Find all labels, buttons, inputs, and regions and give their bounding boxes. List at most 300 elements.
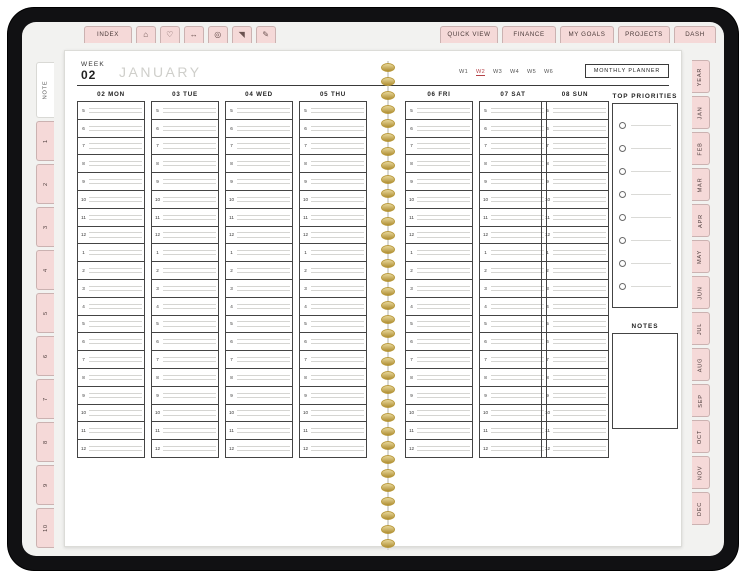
write-lines[interactable] xyxy=(89,229,144,241)
hour-slot[interactable] xyxy=(480,120,546,138)
left-tab-10[interactable] xyxy=(36,508,54,548)
write-lines[interactable] xyxy=(237,211,292,223)
hour-slot[interactable] xyxy=(480,173,546,191)
write-lines[interactable] xyxy=(311,105,366,117)
write-lines[interactable] xyxy=(163,247,218,259)
left-tab-6[interactable] xyxy=(36,336,54,376)
write-lines[interactable] xyxy=(553,211,608,223)
hour-slot[interactable] xyxy=(300,280,366,298)
priority-checkbox[interactable] xyxy=(619,260,626,267)
hour-slot[interactable] xyxy=(406,351,472,369)
write-lines[interactable] xyxy=(491,229,546,241)
hour-slot[interactable] xyxy=(78,440,144,458)
priority-write-line[interactable] xyxy=(631,217,671,218)
left-tab-2[interactable] xyxy=(36,164,54,204)
priority-write-line[interactable] xyxy=(631,194,671,195)
hour-slot[interactable] xyxy=(300,244,366,262)
hour-slot[interactable] xyxy=(300,102,366,120)
hour-slot[interactable] xyxy=(542,298,608,316)
write-lines[interactable] xyxy=(417,354,472,366)
write-lines[interactable] xyxy=(311,318,366,330)
hour-slot[interactable] xyxy=(226,191,292,209)
right-tab-dec[interactable] xyxy=(692,492,710,525)
hour-slot[interactable] xyxy=(480,155,546,173)
write-lines[interactable] xyxy=(311,425,366,437)
write-lines[interactable] xyxy=(491,265,546,277)
hour-slot[interactable] xyxy=(226,351,292,369)
right-tab-aug[interactable] xyxy=(692,348,710,381)
write-lines[interactable] xyxy=(417,176,472,188)
write-lines[interactable] xyxy=(553,300,608,312)
priority-write-line[interactable] xyxy=(631,286,671,287)
write-lines[interactable] xyxy=(89,283,144,295)
hour-slot[interactable] xyxy=(78,262,144,280)
priority-checkbox[interactable] xyxy=(619,237,626,244)
hour-slot[interactable] xyxy=(78,102,144,120)
write-lines[interactable] xyxy=(311,300,366,312)
write-lines[interactable] xyxy=(553,318,608,330)
write-lines[interactable] xyxy=(89,372,144,384)
hour-slot[interactable] xyxy=(542,405,608,423)
write-lines[interactable] xyxy=(89,194,144,206)
hour-slot[interactable] xyxy=(300,209,366,227)
hour-slot[interactable] xyxy=(480,102,546,120)
write-lines[interactable] xyxy=(553,229,608,241)
hour-slot[interactable] xyxy=(406,191,472,209)
hour-slot[interactable] xyxy=(406,387,472,405)
hour-slot[interactable] xyxy=(78,422,144,440)
write-lines[interactable] xyxy=(311,140,366,152)
hour-slot[interactable] xyxy=(152,369,218,387)
hour-slot[interactable] xyxy=(152,262,218,280)
write-lines[interactable] xyxy=(163,176,218,188)
write-lines[interactable] xyxy=(311,176,366,188)
write-lines[interactable] xyxy=(553,443,608,455)
hour-slot[interactable] xyxy=(300,422,366,440)
write-lines[interactable] xyxy=(553,158,608,170)
hour-slot[interactable] xyxy=(542,280,608,298)
hour-slot[interactable] xyxy=(78,405,144,423)
hour-slot[interactable] xyxy=(226,173,292,191)
hour-slot[interactable] xyxy=(300,138,366,156)
hour-slot[interactable] xyxy=(480,316,546,334)
write-lines[interactable] xyxy=(89,407,144,419)
hour-slot[interactable] xyxy=(226,155,292,173)
priority-write-line[interactable] xyxy=(631,148,671,149)
write-lines[interactable] xyxy=(417,265,472,277)
write-lines[interactable] xyxy=(417,140,472,152)
priority-row[interactable] xyxy=(619,137,671,160)
left-tab-1[interactable] xyxy=(36,121,54,161)
tab-finance[interactable]: FINANCE xyxy=(502,26,556,43)
write-lines[interactable] xyxy=(311,283,366,295)
hour-slot[interactable] xyxy=(152,227,218,245)
hour-slot[interactable] xyxy=(480,191,546,209)
hour-slot[interactable] xyxy=(406,227,472,245)
write-lines[interactable] xyxy=(491,407,546,419)
write-lines[interactable] xyxy=(553,336,608,348)
hour-slot[interactable] xyxy=(152,280,218,298)
week-selector-w4[interactable]: W4 xyxy=(510,69,520,75)
write-lines[interactable] xyxy=(89,336,144,348)
write-lines[interactable] xyxy=(553,122,608,134)
right-tab-jan[interactable] xyxy=(692,96,710,129)
priority-row[interactable] xyxy=(619,252,671,275)
hour-slot[interactable] xyxy=(152,405,218,423)
hour-slot[interactable] xyxy=(480,405,546,423)
hour-slot[interactable] xyxy=(226,209,292,227)
right-tab-year[interactable] xyxy=(692,60,710,93)
hour-slot[interactable] xyxy=(152,422,218,440)
hour-slot[interactable] xyxy=(78,227,144,245)
hour-slot[interactable] xyxy=(152,191,218,209)
hour-slot[interactable] xyxy=(542,333,608,351)
hour-slot[interactable] xyxy=(226,138,292,156)
write-lines[interactable] xyxy=(237,140,292,152)
week-selector-w3[interactable]: W3 xyxy=(493,69,503,75)
hour-slot[interactable] xyxy=(300,440,366,458)
write-lines[interactable] xyxy=(237,407,292,419)
write-lines[interactable] xyxy=(311,194,366,206)
left-tab-9[interactable] xyxy=(36,465,54,505)
hour-slot[interactable] xyxy=(226,422,292,440)
write-lines[interactable] xyxy=(311,211,366,223)
hour-slot[interactable] xyxy=(152,351,218,369)
write-lines[interactable] xyxy=(89,247,144,259)
write-lines[interactable] xyxy=(491,140,546,152)
write-lines[interactable] xyxy=(417,425,472,437)
write-lines[interactable] xyxy=(237,265,292,277)
write-lines[interactable] xyxy=(163,140,218,152)
left-tab-8[interactable] xyxy=(36,422,54,462)
write-lines[interactable] xyxy=(89,318,144,330)
write-lines[interactable] xyxy=(89,300,144,312)
hour-slot[interactable] xyxy=(226,440,292,458)
hour-slot[interactable] xyxy=(78,120,144,138)
write-lines[interactable] xyxy=(553,105,608,117)
hour-slot[interactable] xyxy=(78,333,144,351)
home-icon[interactable] xyxy=(136,26,156,43)
hour-slot[interactable] xyxy=(78,191,144,209)
hour-slot[interactable] xyxy=(542,102,608,120)
write-lines[interactable] xyxy=(311,443,366,455)
write-lines[interactable] xyxy=(311,354,366,366)
write-lines[interactable] xyxy=(237,194,292,206)
priority-write-line[interactable] xyxy=(631,171,671,172)
write-lines[interactable] xyxy=(237,283,292,295)
write-lines[interactable] xyxy=(491,425,546,437)
hour-slot[interactable] xyxy=(406,209,472,227)
hour-slot[interactable] xyxy=(542,351,608,369)
write-lines[interactable] xyxy=(311,336,366,348)
write-lines[interactable] xyxy=(553,247,608,259)
write-lines[interactable] xyxy=(163,389,218,401)
hour-slot[interactable] xyxy=(152,244,218,262)
write-lines[interactable] xyxy=(311,229,366,241)
write-lines[interactable] xyxy=(491,318,546,330)
week-selector-w6[interactable]: W6 xyxy=(544,69,554,75)
hour-slot[interactable] xyxy=(300,333,366,351)
priority-checkbox[interactable] xyxy=(619,191,626,198)
priority-checkbox[interactable] xyxy=(619,283,626,290)
write-lines[interactable] xyxy=(553,140,608,152)
right-tab-nov[interactable] xyxy=(692,456,710,489)
priority-row[interactable] xyxy=(619,183,671,206)
hour-slot[interactable] xyxy=(406,120,472,138)
write-lines[interactable] xyxy=(163,354,218,366)
week-selector-w1[interactable]: W1 xyxy=(459,69,469,75)
write-lines[interactable] xyxy=(491,211,546,223)
hour-slot[interactable] xyxy=(78,155,144,173)
hour-slot[interactable] xyxy=(542,262,608,280)
write-lines[interactable] xyxy=(89,140,144,152)
hour-slot[interactable] xyxy=(78,351,144,369)
write-lines[interactable] xyxy=(311,247,366,259)
right-tab-apr[interactable] xyxy=(692,204,710,237)
write-lines[interactable] xyxy=(417,407,472,419)
write-lines[interactable] xyxy=(89,158,144,170)
write-lines[interactable] xyxy=(237,443,292,455)
priority-write-line[interactable] xyxy=(631,240,671,241)
write-lines[interactable] xyxy=(237,247,292,259)
write-lines[interactable] xyxy=(237,318,292,330)
hour-slot[interactable] xyxy=(480,333,546,351)
hour-slot[interactable] xyxy=(406,138,472,156)
hour-slot[interactable] xyxy=(480,369,546,387)
monthly-planner-button[interactable]: MONTHLY PLANNER xyxy=(585,64,669,78)
write-lines[interactable] xyxy=(237,336,292,348)
hour-slot[interactable] xyxy=(480,280,546,298)
priority-checkbox[interactable] xyxy=(619,168,626,175)
priority-row[interactable] xyxy=(619,160,671,183)
write-lines[interactable] xyxy=(89,105,144,117)
write-lines[interactable] xyxy=(163,105,218,117)
hour-slot[interactable] xyxy=(226,316,292,334)
hour-slot[interactable] xyxy=(542,316,608,334)
write-lines[interactable] xyxy=(417,105,472,117)
write-lines[interactable] xyxy=(553,354,608,366)
write-lines[interactable] xyxy=(491,300,546,312)
write-lines[interactable] xyxy=(163,229,218,241)
priority-checkbox[interactable] xyxy=(619,122,626,129)
hour-slot[interactable] xyxy=(480,138,546,156)
write-lines[interactable] xyxy=(311,265,366,277)
write-lines[interactable] xyxy=(553,389,608,401)
write-lines[interactable] xyxy=(163,336,218,348)
hour-slot[interactable] xyxy=(406,102,472,120)
hour-slot[interactable] xyxy=(480,422,546,440)
write-lines[interactable] xyxy=(491,354,546,366)
hour-slot[interactable] xyxy=(406,155,472,173)
hour-slot[interactable] xyxy=(542,369,608,387)
hour-slot[interactable] xyxy=(480,262,546,280)
note-icon[interactable] xyxy=(256,26,276,43)
hour-slot[interactable] xyxy=(152,298,218,316)
right-tab-jul[interactable] xyxy=(692,312,710,345)
write-lines[interactable] xyxy=(163,283,218,295)
hour-slot[interactable] xyxy=(78,387,144,405)
hour-slot[interactable] xyxy=(152,316,218,334)
write-lines[interactable] xyxy=(417,300,472,312)
hour-slot[interactable] xyxy=(78,369,144,387)
write-lines[interactable] xyxy=(417,211,472,223)
left-tab-3[interactable] xyxy=(36,207,54,247)
write-lines[interactable] xyxy=(553,176,608,188)
week-selector-w5[interactable]: W5 xyxy=(527,69,537,75)
write-lines[interactable] xyxy=(491,283,546,295)
right-tab-may[interactable] xyxy=(692,240,710,273)
hour-slot[interactable] xyxy=(300,262,366,280)
hour-slot[interactable] xyxy=(300,155,366,173)
hour-slot[interactable] xyxy=(152,102,218,120)
write-lines[interactable] xyxy=(237,122,292,134)
hour-slot[interactable] xyxy=(300,387,366,405)
chart-icon[interactable] xyxy=(232,26,252,43)
priority-checkbox[interactable] xyxy=(619,214,626,221)
write-lines[interactable] xyxy=(237,425,292,437)
hour-slot[interactable] xyxy=(542,209,608,227)
tab-quick-view[interactable]: QUICK VIEW xyxy=(440,26,498,43)
left-tab-note[interactable] xyxy=(36,62,54,118)
hour-slot[interactable] xyxy=(152,173,218,191)
hour-slot[interactable] xyxy=(406,173,472,191)
hour-slot[interactable] xyxy=(78,138,144,156)
hour-slot[interactable] xyxy=(542,138,608,156)
write-lines[interactable] xyxy=(89,211,144,223)
hour-slot[interactable] xyxy=(406,405,472,423)
hour-slot[interactable] xyxy=(300,316,366,334)
hour-slot[interactable] xyxy=(300,298,366,316)
hour-slot[interactable] xyxy=(480,440,546,458)
write-lines[interactable] xyxy=(553,372,608,384)
right-tab-mar[interactable] xyxy=(692,168,710,201)
write-lines[interactable] xyxy=(89,354,144,366)
hour-slot[interactable] xyxy=(226,369,292,387)
hour-slot[interactable] xyxy=(300,405,366,423)
left-tab-7[interactable] xyxy=(36,379,54,419)
priority-row[interactable] xyxy=(619,229,671,252)
write-lines[interactable] xyxy=(417,229,472,241)
write-lines[interactable] xyxy=(491,443,546,455)
heart-icon[interactable] xyxy=(160,26,180,43)
priority-row[interactable] xyxy=(619,206,671,229)
hour-slot[interactable] xyxy=(406,262,472,280)
write-lines[interactable] xyxy=(89,265,144,277)
hour-slot[interactable] xyxy=(480,387,546,405)
write-lines[interactable] xyxy=(89,389,144,401)
write-lines[interactable] xyxy=(163,211,218,223)
write-lines[interactable] xyxy=(237,372,292,384)
hour-slot[interactable] xyxy=(542,173,608,191)
write-lines[interactable] xyxy=(553,425,608,437)
hour-slot[interactable] xyxy=(300,351,366,369)
write-lines[interactable] xyxy=(163,318,218,330)
hour-slot[interactable] xyxy=(300,227,366,245)
hour-slot[interactable] xyxy=(542,120,608,138)
left-tab-4[interactable] xyxy=(36,250,54,290)
write-lines[interactable] xyxy=(89,443,144,455)
hour-slot[interactable] xyxy=(152,387,218,405)
hour-slot[interactable] xyxy=(406,333,472,351)
write-lines[interactable] xyxy=(163,158,218,170)
tab-index[interactable]: INDEX xyxy=(84,26,132,43)
hour-slot[interactable] xyxy=(480,351,546,369)
notes-box[interactable] xyxy=(612,333,678,429)
hour-slot[interactable] xyxy=(152,155,218,173)
hour-slot[interactable] xyxy=(78,280,144,298)
left-tab-5[interactable] xyxy=(36,293,54,333)
write-lines[interactable] xyxy=(491,336,546,348)
hour-slot[interactable] xyxy=(152,138,218,156)
priority-write-line[interactable] xyxy=(631,125,671,126)
hour-slot[interactable] xyxy=(226,120,292,138)
hour-slot[interactable] xyxy=(480,227,546,245)
hour-slot[interactable] xyxy=(226,227,292,245)
write-lines[interactable] xyxy=(237,389,292,401)
hour-slot[interactable] xyxy=(78,316,144,334)
tab-my-goals[interactable]: MY GOALS xyxy=(560,26,614,43)
hour-slot[interactable] xyxy=(300,120,366,138)
hour-slot[interactable] xyxy=(542,227,608,245)
write-lines[interactable] xyxy=(163,194,218,206)
write-lines[interactable] xyxy=(237,176,292,188)
hour-slot[interactable] xyxy=(226,280,292,298)
write-lines[interactable] xyxy=(553,265,608,277)
hour-slot[interactable] xyxy=(406,280,472,298)
write-lines[interactable] xyxy=(163,372,218,384)
write-lines[interactable] xyxy=(237,229,292,241)
right-tab-oct[interactable] xyxy=(692,420,710,453)
right-tab-feb[interactable] xyxy=(692,132,710,165)
write-lines[interactable] xyxy=(163,122,218,134)
hour-slot[interactable] xyxy=(300,369,366,387)
write-lines[interactable] xyxy=(163,443,218,455)
write-lines[interactable] xyxy=(417,247,472,259)
priority-write-line[interactable] xyxy=(631,263,671,264)
hour-slot[interactable] xyxy=(480,298,546,316)
write-lines[interactable] xyxy=(417,389,472,401)
hour-slot[interactable] xyxy=(152,440,218,458)
hour-slot[interactable] xyxy=(78,298,144,316)
write-lines[interactable] xyxy=(311,122,366,134)
hour-slot[interactable] xyxy=(226,262,292,280)
write-lines[interactable] xyxy=(417,443,472,455)
write-lines[interactable] xyxy=(311,407,366,419)
write-lines[interactable] xyxy=(89,425,144,437)
hour-slot[interactable] xyxy=(226,102,292,120)
hour-slot[interactable] xyxy=(542,422,608,440)
hour-slot[interactable] xyxy=(480,209,546,227)
hour-slot[interactable] xyxy=(152,209,218,227)
hour-slot[interactable] xyxy=(542,387,608,405)
hour-slot[interactable] xyxy=(406,440,472,458)
write-lines[interactable] xyxy=(491,122,546,134)
write-lines[interactable] xyxy=(163,425,218,437)
write-lines[interactable] xyxy=(491,176,546,188)
right-tab-jun[interactable] xyxy=(692,276,710,309)
write-lines[interactable] xyxy=(553,407,608,419)
week-selector-w2[interactable]: W2 xyxy=(476,69,486,75)
write-lines[interactable] xyxy=(417,122,472,134)
write-lines[interactable] xyxy=(237,105,292,117)
hour-slot[interactable] xyxy=(226,333,292,351)
hour-slot[interactable] xyxy=(78,209,144,227)
write-lines[interactable] xyxy=(417,283,472,295)
tab-projects[interactable]: PROJECTS xyxy=(618,26,670,43)
hour-slot[interactable] xyxy=(406,369,472,387)
write-lines[interactable] xyxy=(311,158,366,170)
top-priorities-box[interactable] xyxy=(612,103,678,308)
